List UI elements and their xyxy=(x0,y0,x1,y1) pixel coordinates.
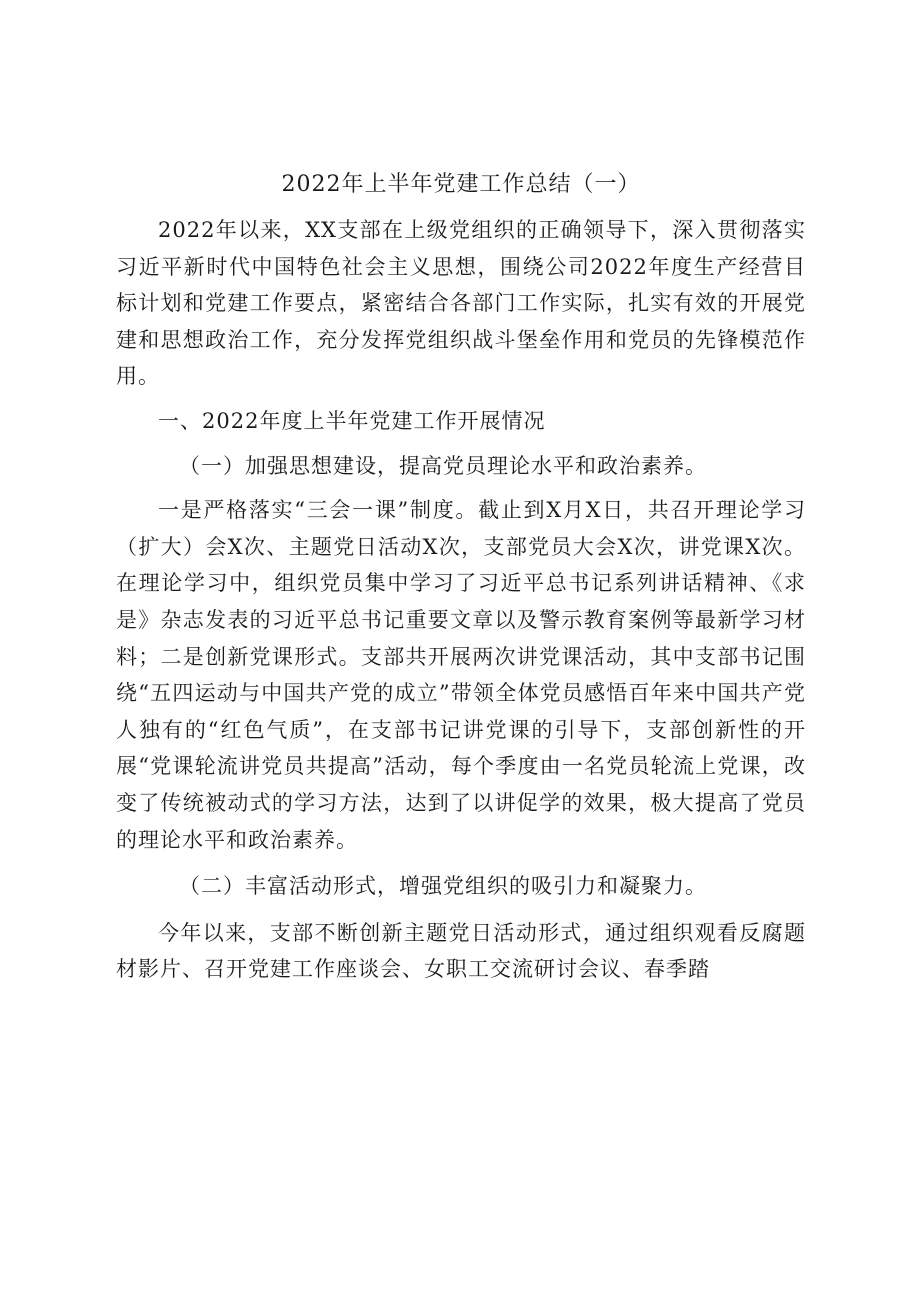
subsection-heading-1: （一）加强思想建设，提高党员理论水平和政治素养。 xyxy=(179,453,707,478)
subsection-heading-2: （二）丰富活动形式，增强党组织的吸引力和凝聚力。 xyxy=(179,874,707,899)
spacer xyxy=(116,395,806,403)
document-content xyxy=(116,168,806,988)
spacer xyxy=(116,905,806,915)
intro-paragraph: 2022年以来，XX支部在上级党组织的正确领导下，深入贯彻落实习近平新时代中国特色社会主义思想，围绕公司2022年度生产经营目标计划和党建工作要点，紧密结合各部门工作实际，扎实有效的开展党建和思想政治工作，充分发挥党组织战斗堡垒作用和党员的先锋模范作用。 xyxy=(116,218,806,389)
section-heading-1: 一、2022年度上半年党建工作开展情况 xyxy=(158,408,546,433)
subsection-body-1: 一是严格落实“三会一课”制度。截止到X月X日，共召开理论学习（扩大）会X次、主题党日活动X次，支部党员大会X次，讲党课X次。在理论学习中，组织党员集中学习了习近平总书记系列讲话精神、《求是》杂志发表的习近平总书记重要文章以及警示教育案例等最新学习材料；二是创新党课形式。支部共开展两次讲党课活动，其中支部书记围绕“五四运动与中国共产党的成立”带领全体党员感悟百年来中国共产党人独有的“红色气质”，在支部书记讲党课的引导下，支部创新性的开展“党课轮流讲党员共提高”活动，每个季度由一名党员轮流上党课，改变了传统被动式的学习方法，达到了以讲促学的效果，极大提高了党员的理论水平和政治素养。 xyxy=(116,498,806,852)
spacer xyxy=(116,440,806,448)
spacer xyxy=(116,858,806,868)
spacer xyxy=(116,484,806,492)
subsection-body-2: 今年以来，支部不断创新主题党日活动形式，通过组织观看反腐题材影片、召开党建工作座谈会、女职工交流研讨会议、春季踏 xyxy=(116,920,806,982)
document-title: 2022年上半年党建工作总结（一） xyxy=(281,172,641,197)
